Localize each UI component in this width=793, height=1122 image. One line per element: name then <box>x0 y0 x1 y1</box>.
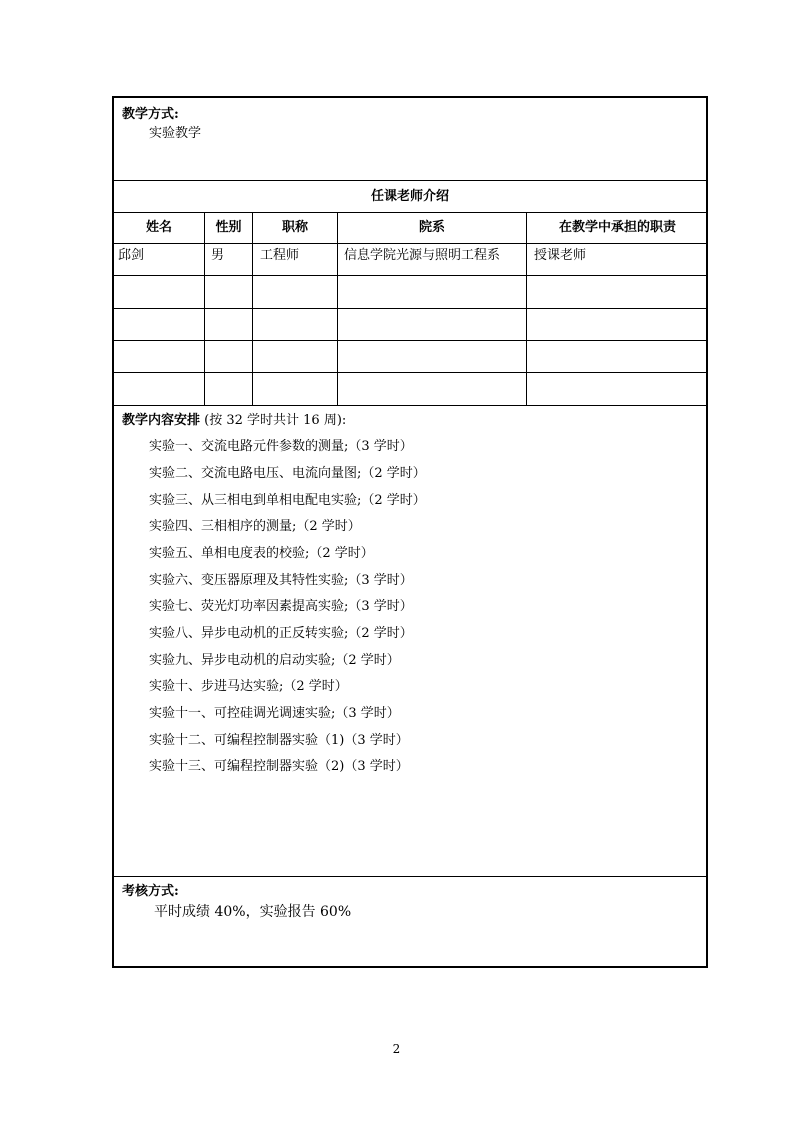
teaching-method-value: 实验教学 <box>149 126 202 141</box>
experiment-item: 实验三、从三相电到单相电配电实验;（2 学时） <box>149 493 426 508</box>
cell-department: 信息学院光源与照明工程系 <box>344 248 501 263</box>
content-heading <box>122 409 346 428</box>
header-gender: 性别 <box>215 220 242 235</box>
experiment-item: 实验七、荧光灯功率因素提高实验;（3 学时） <box>149 599 413 614</box>
header-department: 院系 <box>418 220 445 235</box>
header-name: 姓名 <box>145 220 172 235</box>
experiment-item: 实验十二、可编程控制器实验（1)（3 学时） <box>149 733 409 748</box>
experiment-item: 实验十三、可编程控制器实验（2)（3 学时） <box>149 759 409 774</box>
experiment-item: 实验一、交流电路元件参数的测量;（3 学时） <box>149 439 413 454</box>
experiment-item: 实验五、单相电度表的校验;（2 学时） <box>149 546 374 561</box>
teaching-method-label: 教学方式: <box>122 107 179 122</box>
course-form <box>112 96 708 968</box>
assessment-value: 平时成绩 40%，实验报告 60% <box>154 904 352 920</box>
row-divider <box>114 340 706 341</box>
content-note: (按 32 学时共计 16 周): <box>200 413 347 428</box>
experiment-item: 实验十、步进马达实验;（2 学时） <box>149 679 348 694</box>
teachers-title <box>114 181 706 212</box>
content-section <box>114 406 706 876</box>
experiment-item: 实验八、异步电动机的正反转实验;（2 学时） <box>149 626 413 641</box>
header-duty: 在教学中承担的职责 <box>558 220 676 235</box>
cell-gender: 男 <box>211 248 225 263</box>
experiment-item: 实验六、变压器原理及其特性实验;（3 学时） <box>149 573 413 588</box>
page-number: 2 <box>392 1042 401 1056</box>
experiment-item: 实验十一、可控硅调光调速实验;（3 学时） <box>149 706 400 721</box>
cell-duty: 授课老师 <box>534 248 587 263</box>
teaching-method-section <box>114 98 706 180</box>
cell-name: 邱剑 <box>118 248 145 263</box>
header-title: 职称 <box>281 220 308 235</box>
teachers-title-text: 任课老师介绍 <box>370 189 449 204</box>
experiment-item: 实验二、交流电路电压、电流向量图;（2 学时） <box>149 466 426 481</box>
cell-title: 工程师 <box>260 248 300 263</box>
experiment-item: 实验九、异步电动机的启动实验;（2 学时） <box>149 653 400 668</box>
row-divider <box>114 275 706 276</box>
row-divider <box>114 372 706 373</box>
content-label: 教学内容安排 <box>122 413 201 428</box>
row-divider <box>114 308 706 309</box>
assessment-section <box>114 877 706 968</box>
assessment-label: 考核方式: <box>122 884 179 899</box>
experiment-item: 实验四、三相相序的测量;（2 学时） <box>149 519 361 534</box>
